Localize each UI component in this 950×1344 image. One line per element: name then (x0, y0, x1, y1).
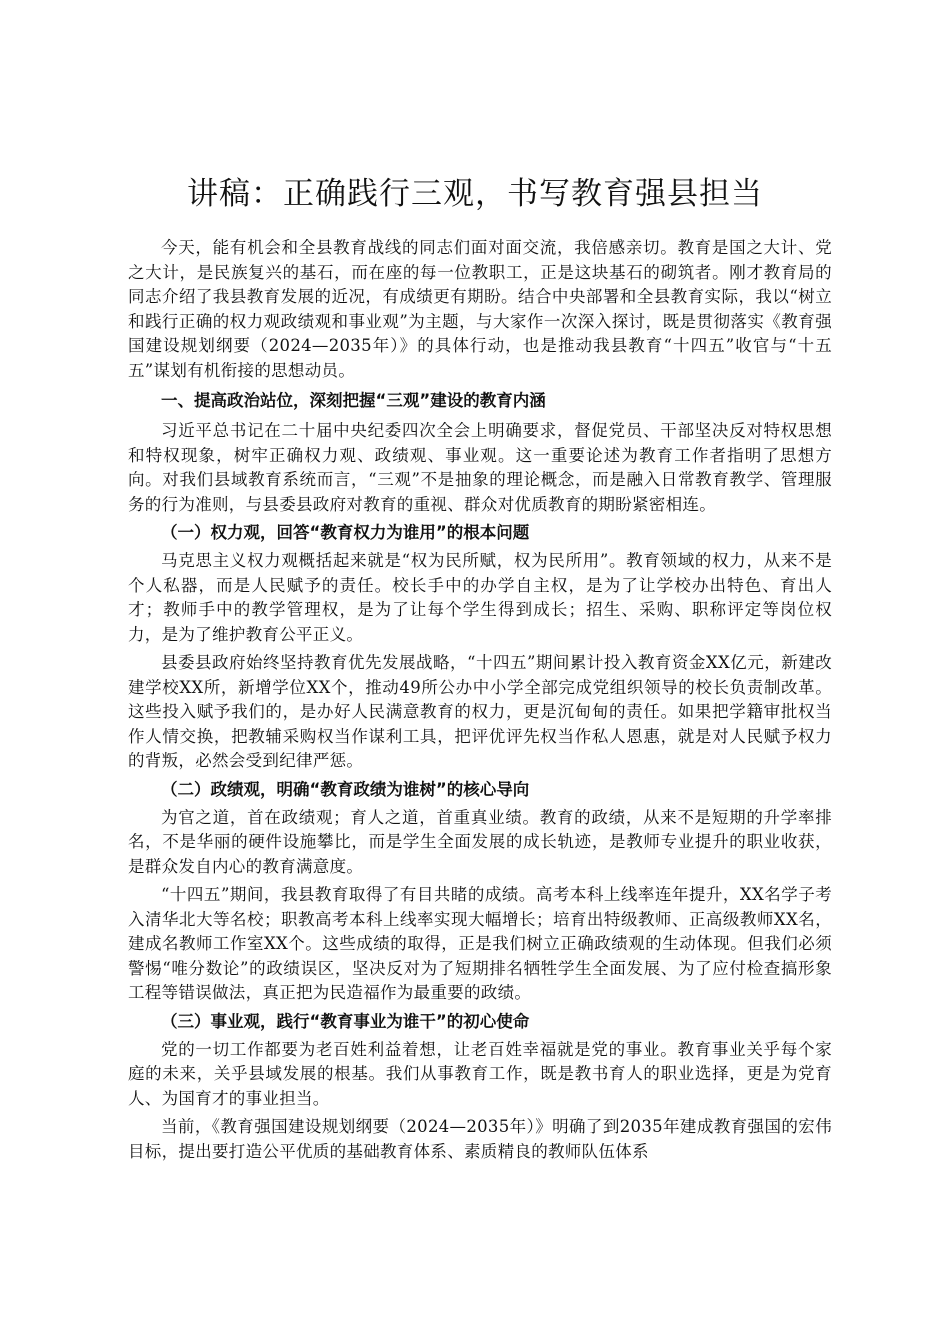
power-paragraph-1: 马克思主义权力观概括起来就是“权为民所赋，权为民所用”。教育领域的权力，从来不是个人私器，而是人民赋予的责任。校长手中的办学自主权，是为了让学校办出特色、育出人才；教师手中的教学管理权，是为了让每个学生得到成长；招生、采购、职称评定等岗位权力，是为了维护教育公平正义。 (128, 551, 832, 644)
document-title: 讲稿：正确践行三观，书写教育强县担当 (187, 176, 763, 212)
power-paragraph-2: 县委县政府始终坚持教育优先发展战略，“十四五”期间累计投入教育资金XX亿元，新建改建学校XX所，新增学位XX个，推动49所公办中小学全部完成党组织领导的校长负责制改革。这些投入赋予我们的，是办好人民满意教育的权力，更是沉甸甸的责任。如果把学籍审批权当作人情交换，把教辅采购权当作谋利工具，把评优评先权当作私人恩惠，就是对人民赋予权力的背叛，必然会受到纪律严惩。 (128, 653, 832, 770)
career-paragraph-2: 当前，《教育强国建设规划纲要（2024—2035年）》明确了到2035年建成教育强国的宏伟目标，提出要打造公平优质的基础教育体系、素质精良的教师队伍体系 (128, 1117, 832, 1161)
document-body (128, 236, 832, 1168)
subsection-heading-career: （三）事业观，践行“教育事业为谁干”的初心使命 (161, 1011, 530, 1031)
achievement-paragraph-1: 为官之道，首在政绩观；育人之道，首重真业绩。教育的政绩，从来不是短期的升学率排名，不是华丽的硬件设施攀比，而是学生全面发展的成长轨迹，是教师专业提升的职业收获，是群众发自内心的教育满意度。 (128, 807, 832, 876)
section-heading-1: 一、提高政治站位，深刻把握“三观”建设的教育内涵 (161, 391, 546, 410)
intro-paragraph: 今天，能有机会和全县教育战线的同志们面对面交流，我倍感亲切。教育是国之大计、党之大计，是民族复兴的基石，而在座的每一位教职工，正是这块基石的砌筑者。刚才教育局的同志介绍了我县教育发展的近况，有成绩更有期盼。结合中央部署和全县教育实际，我以“树立和践行正确的权力观政绩观和事业观”为主题，与大家作一次深入探讨，既是贯彻落实《教育强国建设规划纲要（2024—2035年）》的具体行动，也是推动我县教育“十四五”收官与“十五五”谋划有机衔接的思想动员。 (128, 238, 832, 380)
achievement-paragraph-2: “十四五”期间，我县教育取得了有目共睹的成绩。高考本科上线率连年提升，XX名学子考入清华北大等名校；职教高考本科上线率实现大幅增长；培育出特级教师、正高级教师XX名，建成名教师工作室XX个。这些成绩的取得，正是我们树立正确政绩观的生动体现。但我们必须警惕“唯分数论”的政绩误区，坚决反对为了短期排名牺牲学生全面发展、为了应付检查搞形象工程等错误做法，真正把为民造福作为最重要的政绩。 (128, 885, 832, 1002)
section-1-paragraph: 习近平总书记在二十届中央纪委四次全会上明确要求，督促党员、干部坚决反对特权思想和特权现象，树牢正确权力观、政绩观、事业观。这一重要论述为教育工作者指明了思想方向。对我们县域教育系统而言，“三观”不是抽象的理论概念，而是融入日常教育教学、管理服务的行为准则，与县委县政府对教育的重视、群众对优质教育的期盼紧密相连。 (128, 421, 832, 514)
career-paragraph-1: 党的一切工作都要为老百姓利益着想，让老百姓幸福就是党的事业。教育事业关乎每个家庭的未来，关乎县域发展的根基。我们从事教育工作，既是教书育人的职业选择，更是为党育人、为国育才的事业担当。 (128, 1039, 832, 1108)
subsection-heading-achievement: （二）政绩观，明确“教育政绩为谁树”的核心导向 (161, 779, 530, 799)
subsection-heading-power: （一）权力观，回答“教育权力为谁用”的根本问题 (161, 523, 530, 542)
